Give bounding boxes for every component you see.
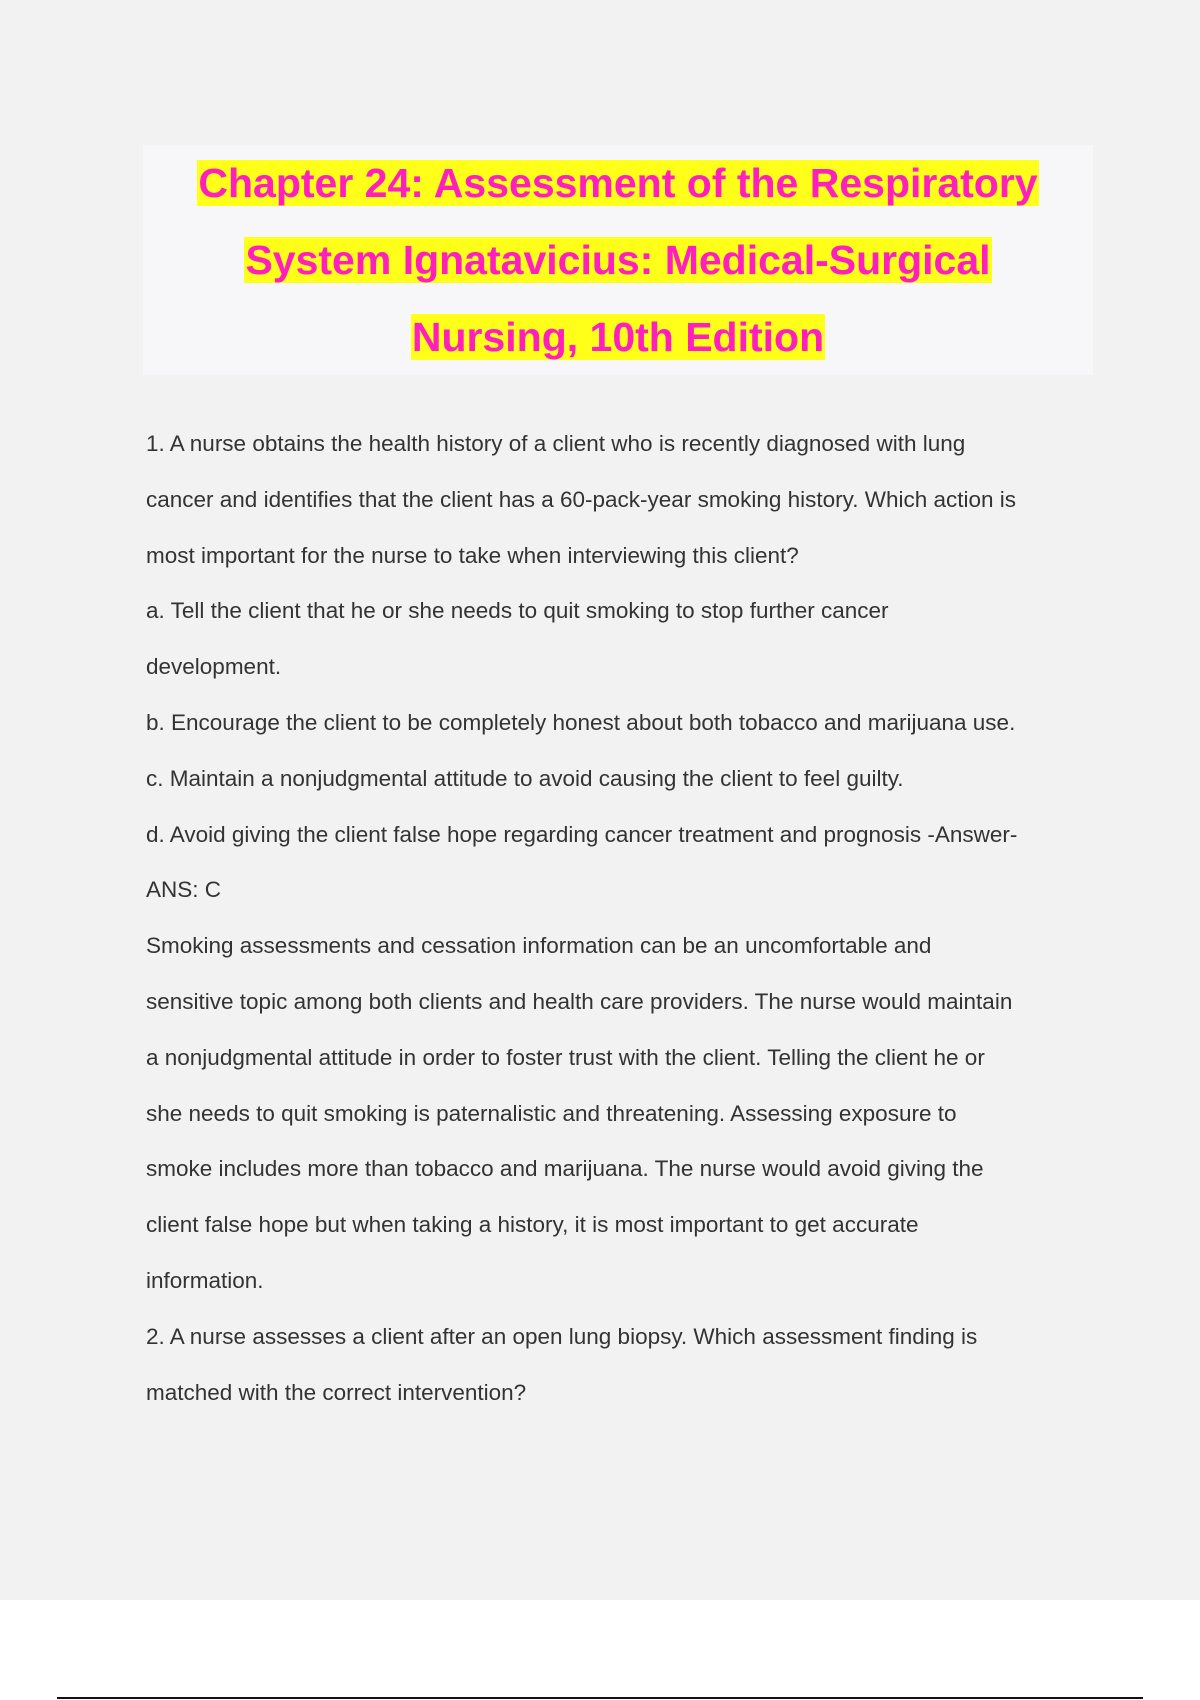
rationale-line-2: sensitive topic among both clients and health care providers. The nurse would maintain (146, 988, 1013, 1014)
title-line-3: Nursing, 10th Edition (411, 314, 825, 360)
title-line-2: System Ignatavicius: Medical-Surgical (245, 237, 991, 283)
rationale-line-7: information. (146, 1267, 264, 1293)
rationale-line-5: smoke includes more than tobacco and marijuana. The nurse would avoid giving the (146, 1156, 984, 1182)
answer-label: ANS: C (146, 877, 222, 903)
option-a-line-2: development. (146, 654, 282, 680)
rationale-line-6: client false hope but when taking a history, it is most important to get accurate (146, 1212, 919, 1238)
question-1-line-3: most important for the nurse to take when interviewing this client? (146, 542, 799, 568)
rationale-line-1: Smoking assessments and cessation information can be an uncomfortable and (146, 933, 932, 959)
question-1-line-1: 1. A nurse obtains the health history of a client who is recently diagnosed with lung (146, 431, 966, 456)
option-a-line-1: a. Tell the client that he or she needs to quit smoking to stop further cancer (146, 598, 889, 624)
document-title (143, 145, 1093, 376)
rationale-line-3: a nonjudgmental attitude in order to foster trust with the client. Telling the client he or (146, 1044, 985, 1070)
option-c: c. Maintain a nonjudgmental attitude to avoid causing the client to feel guilty. (146, 765, 904, 791)
option-b: b. Encourage the client to be completely honest about both tobacco and marijuana use. (146, 709, 1016, 735)
question-2-line-1: 2. A nurse assesses a client after an open lung biopsy. Which assessment finding is (146, 1323, 978, 1349)
document-body (146, 416, 1096, 1420)
footer-divider (57, 1697, 1143, 1699)
option-d: d. Avoid giving the client false hope regarding cancer treatment and prognosis -Answer- (146, 821, 1018, 847)
question-1-line-2: cancer and identifies that the client has a 60-pack-year smoking history. Which action is (146, 486, 1017, 512)
question-2-line-2: matched with the correct intervention? (146, 1379, 527, 1405)
title-line-1: Chapter 24: Assessment of the Respiratory (198, 160, 1038, 206)
title-block (143, 145, 1093, 375)
rationale-line-4: she needs to quit smoking is paternalistic and threatening. Assessing exposure to (146, 1100, 957, 1126)
